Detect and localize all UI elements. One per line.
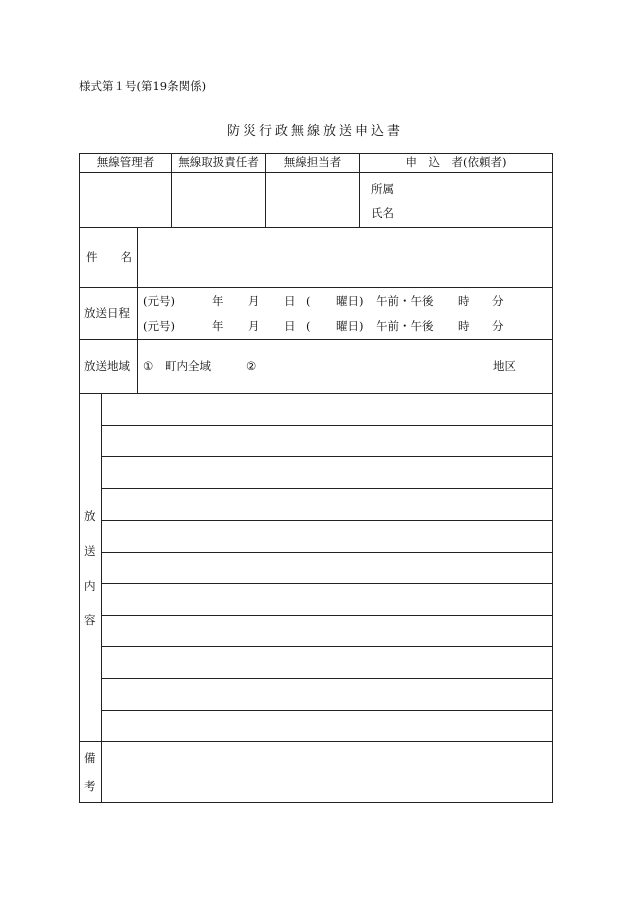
header-wireless-operator-chief: 無線取扱責任者 [178,155,259,169]
form-number: 様式第１号(第19条関係) [79,79,207,93]
header-wireless-staff: 無線担当者 [283,155,342,169]
day-label: 日 [284,319,296,333]
area-district-suffix: 地区 [493,359,516,373]
manager-stamp-box[interactable] [80,173,171,227]
name-label: 氏名 [371,206,394,220]
year-label: 年 [212,294,224,308]
weekday-label: 曜日) [336,294,364,308]
header-wireless-manager: 無線管理者 [96,155,155,169]
hour-label: 時 [458,294,470,308]
area-option-2-mark[interactable]: ② [246,359,257,373]
ampm-label: 午前・午後 [376,294,434,308]
remarks-field[interactable] [102,742,552,802]
content-label-char: 送 [84,544,96,558]
hour-label: 時 [458,319,470,333]
operator-chief-stamp-box[interactable] [172,173,265,227]
area-option-1-label: 町内全域 [165,359,211,373]
weekday-label: 曜日) [336,319,364,333]
minute-label: 分 [492,294,504,308]
affiliation-field[interactable] [398,180,548,198]
remarks-label-char: 備 [84,751,96,765]
affiliation-label: 所属 [371,182,394,196]
content-label-char: 放 [84,509,96,523]
day-label: 日 [284,294,296,308]
remarks-label-char: 考 [84,779,96,793]
area-option-1-mark[interactable]: ① [143,359,154,373]
minute-label: 分 [492,319,504,333]
era-label: (元号) [143,319,175,333]
area-district-field[interactable] [262,356,486,376]
applicant-name-field[interactable] [398,204,548,222]
content-label-char: 内 [84,579,96,593]
subject-field[interactable] [138,228,552,287]
form-title: 防災行政無線放送申込書 [226,124,403,139]
ampm-label: 午前・午後 [376,319,434,333]
month-label: 月 [248,294,260,308]
schedule-label: 放送日程 [84,306,130,320]
content-label-char: 容 [84,613,96,627]
subject-label: 件 名 [86,250,132,264]
weekday-open: ( [306,319,311,333]
area-label: 放送地域 [84,359,130,373]
weekday-open: ( [306,294,311,308]
year-label: 年 [212,319,224,333]
staff-stamp-box[interactable] [266,173,359,227]
header-applicant: 申 込 者(依頼者) [405,155,507,169]
era-label: (元号) [143,294,175,308]
month-label: 月 [248,319,260,333]
broadcast-content-field[interactable] [102,394,552,740]
